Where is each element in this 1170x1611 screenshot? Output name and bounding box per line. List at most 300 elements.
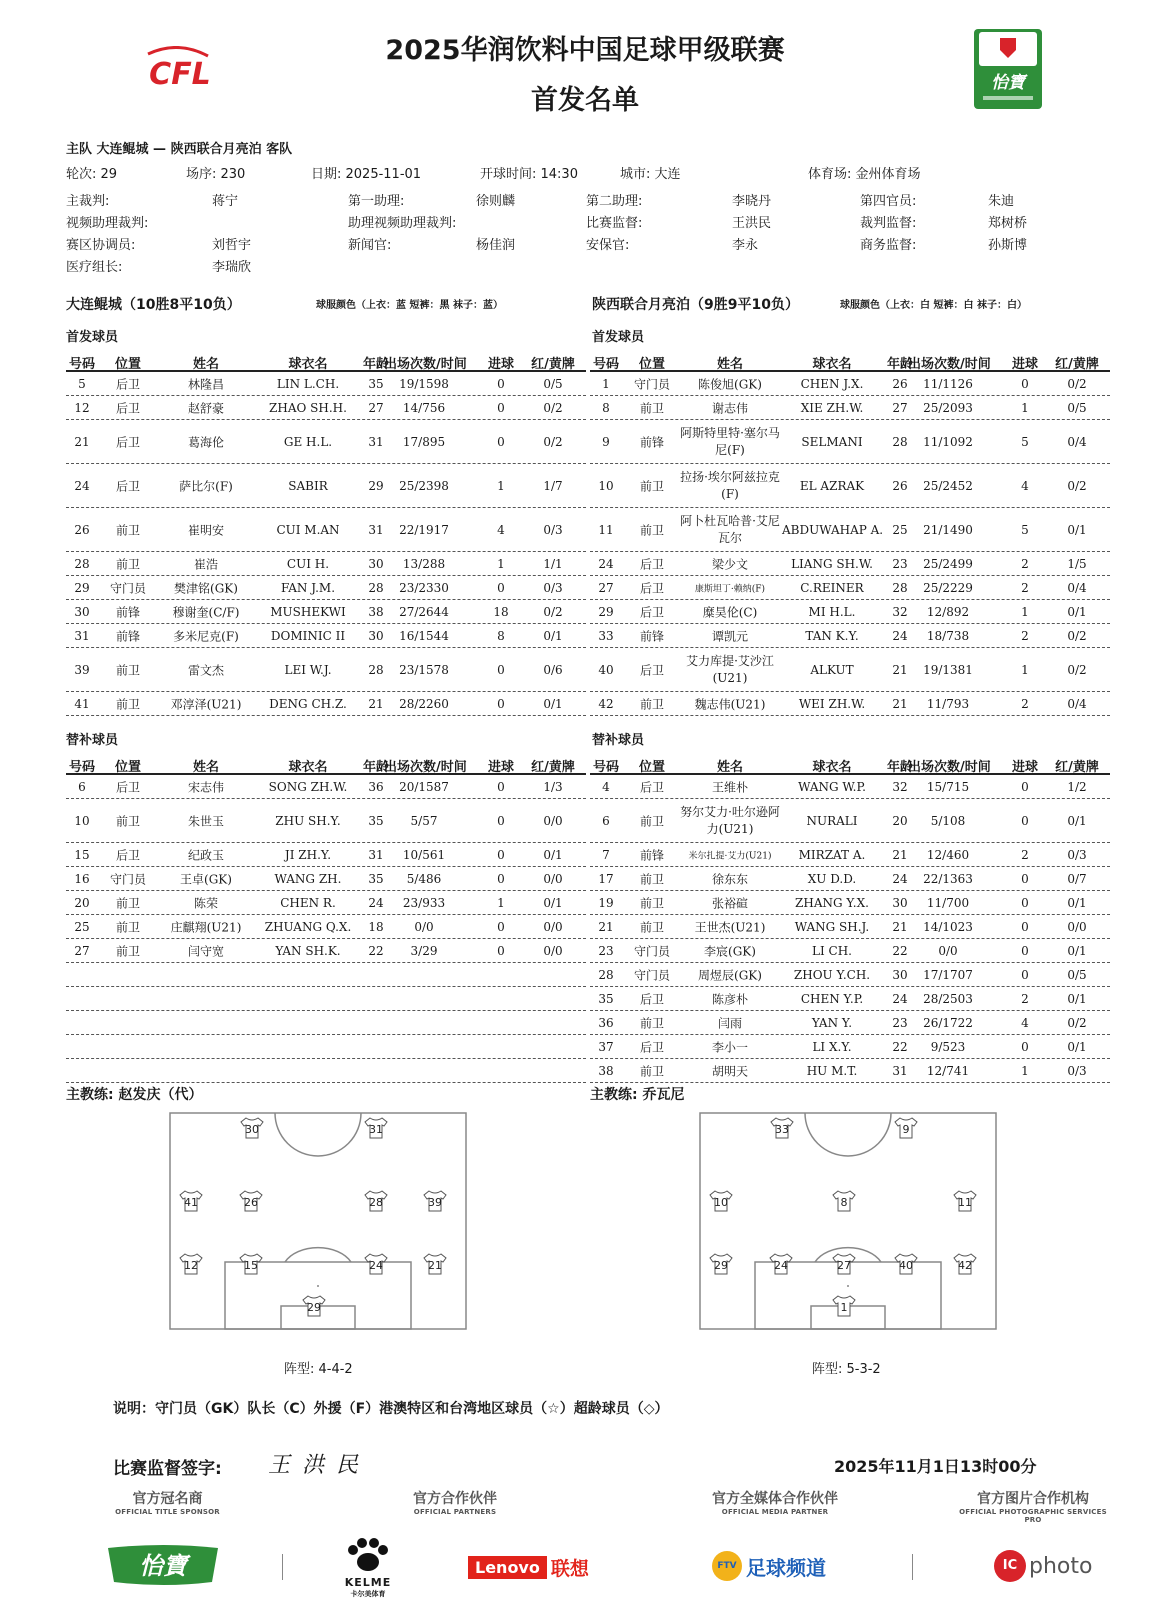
- player-position: 前卫: [115, 697, 140, 711]
- player-cards: 0/1: [1067, 604, 1087, 619]
- player-cards: 0/5: [1067, 400, 1087, 415]
- jersey-number: 24: [369, 1259, 383, 1272]
- player-shirt-name: WEI ZH.W.: [798, 696, 866, 711]
- home-kit-colors: 球服颜色（上衣：蓝 短裤：黑 袜子：蓝）: [316, 300, 503, 311]
- svg-text:怡寶: 怡寶: [139, 1552, 187, 1580]
- col-position: 位置: [114, 357, 141, 372]
- player-name: 樊津铭(GK): [174, 581, 238, 595]
- sponsor-subheading: OFFICIAL PHOTOGRAPHIC SERVICES PRO: [959, 1508, 1107, 1524]
- player-age: 25: [892, 522, 908, 537]
- player-age: 27: [368, 400, 384, 415]
- signature-label: 比赛监督签字:: [113, 1459, 222, 1479]
- jersey-number: 29: [307, 1301, 321, 1314]
- jersey-number: 42: [958, 1259, 972, 1272]
- player-goals: 0: [1021, 813, 1029, 828]
- player-position: 后卫: [115, 479, 140, 493]
- player-shirt-name: XU D.D.: [807, 871, 857, 886]
- player-position: 前锋: [639, 435, 664, 449]
- official-name: 徐则麟: [476, 194, 516, 209]
- player-number: 11: [598, 522, 614, 537]
- player-number: 39: [74, 662, 90, 677]
- photo-wordmark: photo: [1029, 1553, 1093, 1579]
- player-name: 林隆昌: [187, 377, 224, 391]
- player-appearances: 16/1544: [399, 628, 449, 643]
- player-name: 谭凯元: [711, 629, 748, 643]
- home-starters-label: 首发球员: [66, 330, 119, 345]
- player-appearances: 23/933: [402, 895, 446, 910]
- official-name: 郑树桥: [988, 216, 1028, 231]
- player-goals: 0: [497, 813, 505, 828]
- player-number: 20: [74, 895, 90, 910]
- player-age: 32: [892, 604, 908, 619]
- official-label: 安保官:: [586, 238, 630, 253]
- player-cards: 0/5: [543, 376, 563, 391]
- player-name: 王卓(GK): [180, 872, 232, 886]
- player-cards: 0/5: [1067, 967, 1087, 982]
- player-position: 前卫: [639, 1064, 664, 1078]
- player-number: 10: [74, 813, 90, 828]
- player-appearances: 23/2330: [399, 580, 449, 595]
- player-appearances: 11/1092: [923, 434, 973, 449]
- player-shirt-name: MI H.L.: [808, 604, 856, 619]
- player-position: 前卫: [115, 814, 140, 828]
- player-goals: 4: [497, 522, 505, 537]
- home-team-name: 大连鲲城（10胜8平10负）: [66, 297, 241, 313]
- jersey-icon: [241, 1118, 263, 1138]
- player-age: 31: [368, 434, 384, 449]
- divider: [282, 1554, 283, 1580]
- kickoff-time: 开球时间: 14:30: [480, 167, 578, 182]
- player-age: 22: [368, 943, 384, 958]
- teams-line: 主队 大连鲲城 — 陕西联合月亮泊 客队: [66, 142, 293, 157]
- player-goals: 2: [1021, 991, 1029, 1006]
- official-label: 赛区协调员:: [66, 238, 136, 253]
- player-age: 23: [892, 556, 908, 571]
- player-appearances: 25/2499: [923, 556, 973, 571]
- player-number: 26: [74, 522, 90, 537]
- player-cards: 0/3: [543, 580, 563, 595]
- official-label: 主裁判:: [66, 194, 110, 209]
- player-cards: 0/6: [543, 662, 563, 677]
- jersey-number: 28: [369, 1196, 383, 1209]
- player-shirt-name: ZHUANG Q.X.: [264, 919, 352, 934]
- player-position: 守门员: [633, 377, 670, 391]
- player-name: 闫雨: [717, 1016, 742, 1030]
- player-appearances: 11/793: [926, 696, 970, 711]
- table-row: [66, 775, 586, 799]
- player-position: 前卫: [639, 1016, 664, 1030]
- player-goals: 0: [1021, 376, 1029, 391]
- table-row: [590, 464, 1110, 508]
- player-goals: 0: [497, 662, 505, 677]
- home-formation: 阵型: 4-4-2: [284, 1362, 353, 1377]
- table-row: [590, 1059, 1110, 1083]
- center-circle-arc: [275, 1113, 361, 1156]
- table-row: [66, 576, 586, 600]
- player-number: 35: [598, 991, 614, 1006]
- player-age: 28: [892, 434, 908, 449]
- player-goals: 4: [1021, 478, 1029, 493]
- col-position: 位置: [638, 357, 665, 372]
- sponsor-heading: 官方冠名商: [132, 1491, 203, 1507]
- player-appearances: 25/2093: [923, 400, 973, 415]
- player-goals: 1: [497, 478, 505, 493]
- player-name: 陈荣: [193, 896, 218, 910]
- player-appearances: 13/288: [402, 556, 446, 571]
- table-row: [66, 891, 586, 915]
- divider: [912, 1554, 913, 1580]
- player-cards: 0/2: [543, 400, 563, 415]
- penalty-spot: [317, 1285, 319, 1287]
- jersey-number: 27: [837, 1259, 851, 1272]
- player-appearances: 22/1363: [923, 871, 973, 886]
- player-name: 王世杰(U21): [694, 920, 766, 934]
- svg-text:CFL: CFL: [149, 57, 211, 90]
- player-goals: 0: [497, 779, 505, 794]
- player-cards: 0/4: [1067, 580, 1087, 595]
- player-age: 32: [892, 779, 908, 794]
- match-number: 场序: 230: [186, 167, 246, 182]
- away-subs-table: [590, 753, 1110, 1083]
- table-row: [66, 552, 586, 576]
- col-name: 姓名: [716, 760, 743, 775]
- table-row: [590, 775, 1110, 799]
- player-goals: 0: [1021, 895, 1029, 910]
- player-name: 张裕碹: [711, 896, 748, 910]
- player-name: 胡明天: [711, 1064, 748, 1078]
- official-label: 第二助理:: [586, 194, 643, 209]
- sponsor-media: [700, 1488, 850, 1516]
- table-row: [66, 464, 586, 508]
- official-name: 刘哲宇: [212, 238, 252, 253]
- player-cards: 0/1: [543, 895, 563, 910]
- official-name: 蒋宁: [212, 194, 239, 209]
- jersey-number: 31: [369, 1123, 383, 1136]
- col-cards: 红/黄牌: [531, 357, 575, 372]
- table-header: [590, 753, 1110, 775]
- player-position: 后卫: [639, 581, 664, 595]
- player-name: 魏志伟(U21): [694, 697, 766, 711]
- icphoto-logo: [994, 1550, 1092, 1582]
- jersey-number: 30: [245, 1123, 259, 1136]
- player-appearances: 12/892: [926, 604, 970, 619]
- away-coach: 主教练: 乔瓦尼: [590, 1087, 685, 1103]
- player-shirt-name: SELMANI: [801, 434, 863, 449]
- player-position: 后卫: [115, 780, 140, 794]
- jersey-number: 21: [428, 1259, 442, 1272]
- player-cards: 0/1: [1067, 1039, 1087, 1054]
- player-number: 24: [598, 556, 614, 571]
- player-cards: 1/7: [543, 478, 563, 493]
- col-cards: 红/黄牌: [1055, 357, 1099, 372]
- player-shirt-name: LIANG SH.W.: [791, 556, 873, 571]
- player-shirt-name: ZHAO SH.H.: [269, 400, 347, 415]
- player-name: 庄麒翔(U21): [170, 920, 242, 934]
- player-number: 6: [602, 813, 610, 828]
- player-number: 12: [74, 400, 90, 415]
- official-label: 助理视频助理裁判:: [348, 216, 457, 231]
- away-kit-colors: 球服颜色（上衣：白 短裤：白 袜子：白）: [840, 300, 1027, 311]
- col-age: 年龄: [886, 357, 913, 372]
- player-shirt-name: CHEN R.: [280, 895, 336, 910]
- player-number: 42: [598, 696, 614, 711]
- table-row: [66, 396, 586, 420]
- player-name: 谢志伟: [711, 401, 748, 415]
- jersey-number: 40: [899, 1259, 913, 1272]
- player-appearances: 3/29: [410, 943, 438, 958]
- cbest-badge-logo: [973, 28, 1043, 110]
- player-age: 26: [892, 478, 908, 493]
- player-number: 38: [598, 1063, 614, 1078]
- player-age: 38: [368, 604, 384, 619]
- table-row: [66, 692, 586, 716]
- official-label: 第四官员:: [860, 194, 917, 209]
- player-age: 21: [892, 696, 908, 711]
- player-goals: 0: [1021, 943, 1029, 958]
- player-shirt-name: SABIR: [288, 478, 328, 493]
- player-age: 22: [892, 1039, 908, 1054]
- player-position: 前卫: [639, 479, 664, 493]
- player-cards: 0/1: [1067, 991, 1087, 1006]
- ic-badge-icon: IC: [994, 1550, 1026, 1582]
- col-number: 号码: [68, 357, 95, 372]
- player-age: 30: [368, 628, 384, 643]
- player-age: 24: [892, 991, 908, 1006]
- player-position: 前卫: [115, 920, 140, 934]
- jersey-icon: [365, 1191, 387, 1211]
- col-appearances: 出场次数/时间: [384, 760, 467, 775]
- table-row: [590, 915, 1110, 939]
- player-number: 29: [74, 580, 90, 595]
- player-age: 21: [892, 847, 908, 862]
- col-goals: 进球: [1011, 357, 1038, 372]
- kelme-wordmark: KELME: [344, 1576, 392, 1589]
- player-appearances: 15/715: [926, 779, 970, 794]
- player-goals: 2: [1021, 847, 1029, 862]
- player-goals: 1: [1021, 662, 1029, 677]
- player-cards: 0/4: [1067, 696, 1087, 711]
- player-position: 前锋: [639, 848, 664, 862]
- player-position: 守门员: [109, 581, 146, 595]
- player-number: 4: [602, 779, 610, 794]
- legend-note: 说明：守门员（GK）队长（C）外援（F）港澳特区和台湾地区球员（☆）超龄球员（◇）: [113, 1401, 669, 1417]
- jersey-icon: [895, 1254, 917, 1274]
- player-shirt-name: CHEN Y.P.: [800, 991, 864, 1006]
- player-position: 后卫: [115, 848, 140, 862]
- player-number: 9: [602, 434, 610, 449]
- official-name: 杨佳润: [476, 238, 516, 253]
- player-name: 李小一: [711, 1040, 748, 1054]
- player-shirt-name: ZHU SH.Y.: [275, 813, 341, 828]
- ftv-badge-icon: FTV: [712, 1551, 742, 1581]
- player-name: 朱世玉: [187, 814, 224, 828]
- player-appearances: 19/1381: [923, 662, 973, 677]
- player-goals: 8: [497, 628, 505, 643]
- player-goals: 1: [1021, 400, 1029, 415]
- player-cards: 0/1: [543, 628, 563, 643]
- player-position: 前卫: [639, 896, 664, 910]
- player-goals: 1: [1021, 604, 1029, 619]
- col-goals: 进球: [487, 357, 514, 372]
- jersey-number: 1: [840, 1301, 848, 1314]
- official-label: 医疗组长:: [66, 260, 123, 275]
- player-shirt-name: CUI M.AN: [276, 522, 340, 537]
- player-shirt-name: JI ZH.Y.: [284, 847, 332, 862]
- player-appearances: 19/1598: [399, 376, 449, 391]
- player-age: 35: [368, 871, 384, 886]
- col-number: 号码: [68, 760, 95, 775]
- player-cards: 0/0: [543, 871, 563, 886]
- col-position: 位置: [114, 760, 141, 775]
- table-row: [590, 799, 1110, 843]
- player-age: 18: [368, 919, 384, 934]
- col-age: 年龄: [362, 357, 389, 372]
- col-shirt-name: 球衣名: [812, 760, 852, 775]
- col-appearances: 出场次数/时间: [384, 357, 467, 372]
- jersey-icon: [895, 1118, 917, 1138]
- jersey-icon: [365, 1254, 387, 1274]
- lenovo-wordmark: Lenovo: [468, 1556, 547, 1579]
- table-row-empty: [66, 963, 586, 987]
- player-appearances: 17/895: [402, 434, 446, 449]
- player-position: 前卫: [115, 557, 140, 571]
- table-row: [590, 624, 1110, 648]
- player-position: 前卫: [639, 523, 664, 537]
- jersey-icon: [710, 1254, 732, 1274]
- player-cards: 1/5: [1067, 556, 1087, 571]
- player-goals: 1: [1021, 1063, 1029, 1078]
- table-row: [66, 939, 586, 963]
- player-name: 崔浩: [193, 557, 218, 571]
- jersey-number: 26: [244, 1196, 258, 1209]
- player-position: 后卫: [639, 992, 664, 1006]
- player-cards: 1/2: [1067, 779, 1087, 794]
- player-goals: 0: [497, 847, 505, 862]
- table-row-empty: [66, 987, 586, 1011]
- player-goals: 5: [1021, 522, 1029, 537]
- sponsor-subheading: OFFICIAL TITLE SPONSOR: [115, 1508, 220, 1516]
- table-row: [590, 963, 1110, 987]
- table-row: [590, 867, 1110, 891]
- player-number: 36: [598, 1015, 614, 1030]
- player-appearances: 27/2644: [399, 604, 449, 619]
- player-shirt-name: GE H.L.: [283, 434, 333, 449]
- player-number: 25: [74, 919, 90, 934]
- jersey-number: 33: [775, 1123, 789, 1136]
- player-age: 29: [368, 478, 384, 493]
- player-age: 24: [368, 895, 384, 910]
- player-age: 21: [892, 662, 908, 677]
- col-age: 年龄: [362, 760, 389, 775]
- table-row: [590, 891, 1110, 915]
- player-position: 前卫: [639, 872, 664, 886]
- home-formation-pitch: [169, 1112, 467, 1330]
- player-cards: 1/1: [543, 556, 563, 571]
- table-row: [590, 692, 1110, 716]
- player-shirt-name: C.REINER: [800, 580, 864, 595]
- col-cards: 红/黄牌: [1055, 760, 1099, 775]
- player-shirt-name: WANG ZH.: [274, 871, 342, 886]
- col-appearances: 出场次数/时间: [908, 357, 991, 372]
- round-info: 轮次: 29: [66, 167, 118, 182]
- penalty-arc: [285, 1248, 351, 1262]
- player-name: 陈彦朴: [711, 992, 748, 1006]
- official-name: 李晓丹: [732, 194, 772, 209]
- player-number: 33: [598, 628, 614, 643]
- player-age: 24: [892, 871, 908, 886]
- table-row-empty: [66, 1059, 586, 1083]
- jersey-icon: [180, 1254, 202, 1274]
- jersey-number: 12: [184, 1259, 198, 1272]
- player-shirt-name: YAN SH.K.: [275, 943, 341, 958]
- player-position: 守门员: [633, 944, 670, 958]
- signature-datetime: 2025年11月1日13时00分: [834, 1457, 1037, 1476]
- document-subtitle: 首发名单: [531, 85, 639, 116]
- player-age: 28: [368, 662, 384, 677]
- table-row: [590, 843, 1110, 867]
- player-position: 前卫: [639, 697, 664, 711]
- sponsor-photo: [958, 1488, 1108, 1524]
- player-appearances: 11/1126: [923, 376, 973, 391]
- jersey-number: 10: [714, 1196, 728, 1209]
- player-name: 康斯坦丁·赖纳(F): [694, 584, 766, 594]
- player-appearances: 12/460: [926, 847, 970, 862]
- home-subs-label: 替补球员: [66, 733, 119, 748]
- col-number: 号码: [592, 760, 619, 775]
- player-number: 24: [74, 478, 90, 493]
- player-name: 徐东东: [711, 872, 748, 886]
- player-number: 16: [74, 871, 90, 886]
- table-row: [590, 648, 1110, 692]
- player-goals: 0: [497, 434, 505, 449]
- player-age: 22: [892, 943, 908, 958]
- player-number: 19: [598, 895, 614, 910]
- player-name: 萨比尔(F): [179, 479, 233, 493]
- player-shirt-name: NURALI: [806, 813, 858, 828]
- col-cards: 红/黄牌: [531, 760, 575, 775]
- player-name: 阿卜杜瓦哈普·艾尼瓦尔: [680, 513, 780, 545]
- player-goals: 4: [1021, 1015, 1029, 1030]
- player-shirt-name: DENG CH.Z.: [269, 696, 347, 711]
- player-number: 27: [598, 580, 614, 595]
- player-goals: 1: [497, 556, 505, 571]
- jersey-icon: [833, 1254, 855, 1274]
- player-number: 27: [74, 943, 90, 958]
- player-goals: 0: [497, 400, 505, 415]
- player-shirt-name: WANG W.P.: [798, 779, 866, 794]
- away-formation-pitch: [699, 1112, 997, 1330]
- official-name: 孙斯博: [988, 238, 1028, 253]
- player-appearances: 5/108: [930, 813, 966, 828]
- player-shirt-name: HU M.T.: [806, 1063, 858, 1078]
- jersey-number: 15: [244, 1259, 258, 1272]
- jersey-number: 8: [840, 1196, 848, 1209]
- document-title: 2025华润饮料中国足球甲级联赛: [385, 35, 785, 66]
- player-appearances: 0/0: [938, 943, 958, 958]
- player-position: 前卫: [639, 920, 664, 934]
- player-appearances: 23/1578: [399, 662, 449, 677]
- player-appearances: 11/700: [926, 895, 970, 910]
- player-appearances: 28/2260: [399, 696, 449, 711]
- player-cards: 0/1: [543, 696, 563, 711]
- player-goals: 2: [1021, 628, 1029, 643]
- player-name: 李宸(GK): [704, 944, 756, 958]
- player-position: 守门员: [633, 968, 670, 982]
- player-age: 24: [892, 628, 908, 643]
- player-name: 闫守宽: [187, 944, 224, 958]
- player-number: 10: [598, 478, 614, 493]
- player-name: 赵舒豪: [187, 401, 224, 415]
